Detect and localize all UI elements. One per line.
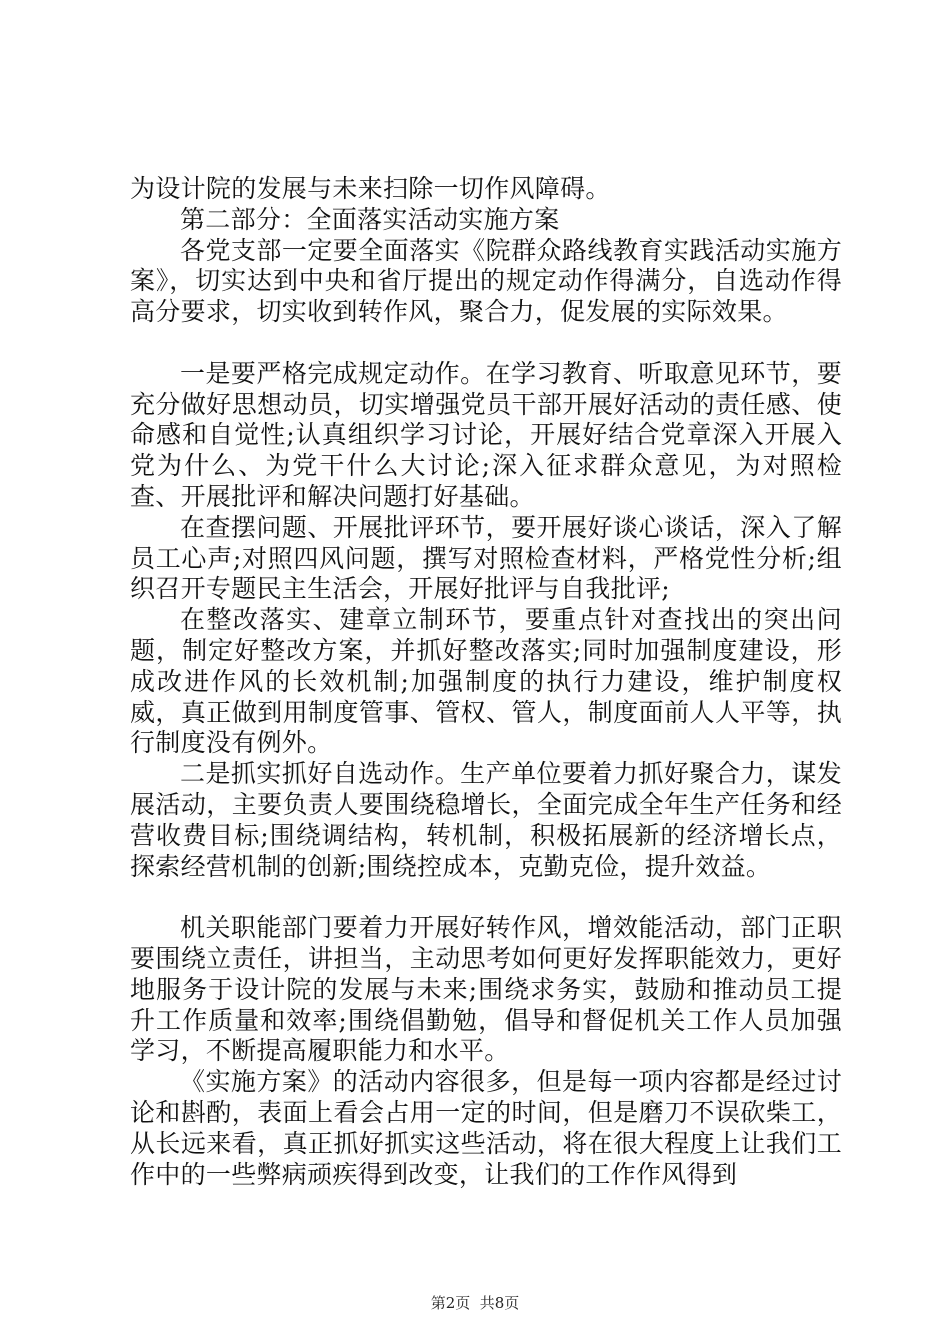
blank-line: [130, 328, 842, 359]
paragraph-10: 机关职能部门要着力开展好转作风，增效能活动，部门正职要围绕立责任，讲担当，主动思考如何更好发挥职能效力，更好地服务于设计院的发展与未来;围绕求务实，鼓励和推动员工提升工作质量和效率;围绕倡勤勉，倡导和督促机关工作人员加强学习，不断提高履职能力和水平。: [130, 913, 842, 1066]
paragraph-7: 在整改落实、建章立制环节，要重点针对查找出的突出问题，制定好整改方案，并抓好整改落实;同时加强制度建设，形成改进作风的长效机制;加强制度的执行力建设，维护制度权威，真正做到用制度管事、管权、管人，制度面前人人平等，执行制度没有例外。: [130, 605, 842, 758]
paragraph-3: 各党支部一定要全面落实《院群众路线教育实践活动实施方案》，切实达到中央和省厅提出的规定动作得满分，自选动作得高分要求，切实收到转作风，聚合力，促发展的实际效果。: [130, 235, 842, 327]
blank-line: [130, 882, 842, 913]
page-number-footer: 第2页 共8页: [430, 1294, 520, 1312]
paragraph-11: 《实施方案》的活动内容很多，但是每一项内容都是经过讨论和斟酌，表面上看会占用一定的时间，但是磨刀不误砍柴工，从长远来看，真正抓好抓实这些活动，将在很大程度上让我们工作中的一些弊病顽疾得到改变，让我们的工作作风得到: [130, 1067, 842, 1189]
body-text: [130, 174, 842, 1190]
paragraph-1: 为设计院的发展与未来扫除一切作风障碍。: [130, 174, 611, 203]
section-heading: 第二部分：全面落实活动实施方案: [180, 204, 560, 234]
paragraph-5: 一是要严格完成规定动作。在学习教育、听取意见环节，要充分做好思想动员，切实增强党员干部开展好活动的责任感、使命感和自觉性;认真组织学习讨论，开展好结合党章深入开展入党为什么、为党干什么大讨论;深入征求群众意见，为对照检查、开展批评和解决问题打好基础。: [130, 358, 842, 511]
paragraph-8: 二是抓实抓好自选动作。生产单位要着力抓好聚合力，谋发展活动，主要负责人要围绕稳增长，全面完成全年生产任务和经营收费目标;围绕调结构，转机制，积极拓展新的经济增长点，探索经营机制的创新;围绕控成本，克勤克俭，提升效益。: [130, 759, 842, 881]
paragraph-6: 在查摆问题、开展批评环节，要开展好谈心谈话，深入了解员工心声;对照四风问题，撰写对照检查材料，严格党性分析;组织召开专题民主生活会，开展好批评与自我批评;: [130, 512, 842, 604]
